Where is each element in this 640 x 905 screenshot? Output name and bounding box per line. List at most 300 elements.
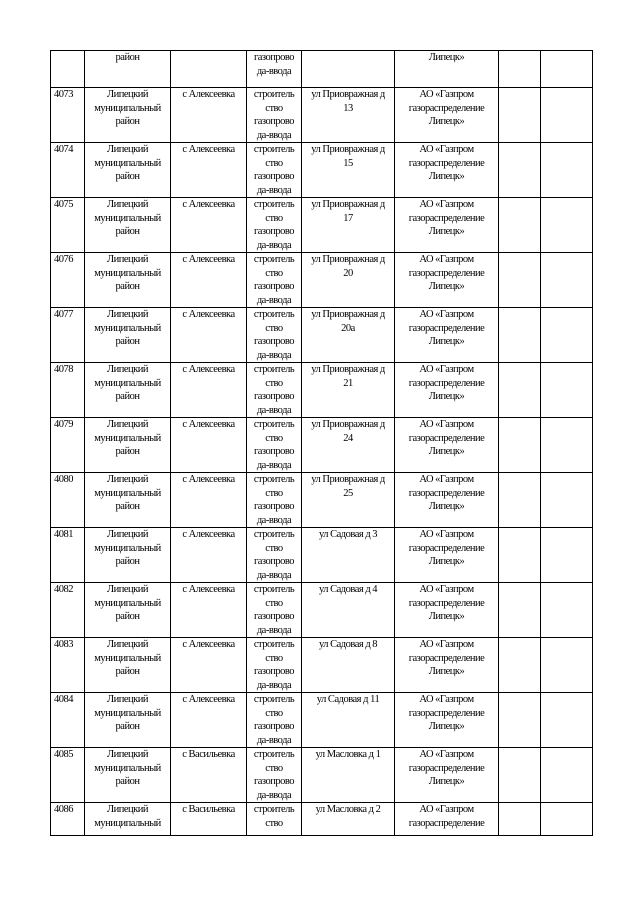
- address-cell-line: ул Приовражная д: [311, 364, 385, 375]
- district-cell: [85, 253, 171, 308]
- district-cell-line: район: [115, 336, 140, 347]
- work-type-cell-line: строитель: [253, 804, 295, 815]
- address-cell-line: 20а: [341, 322, 355, 334]
- empty-cell-1: [499, 88, 541, 143]
- work-type-cell: [247, 803, 302, 836]
- district-cell-line: Липецкий: [107, 144, 148, 155]
- district-cell-line: район: [115, 776, 140, 787]
- work-type-cell: [247, 583, 302, 638]
- row-number-cell: [51, 748, 85, 803]
- address-cell-line: ул Масловка д 1: [315, 749, 381, 760]
- organization-cell: [395, 638, 499, 693]
- work-type-cell-line: газопрово: [253, 556, 295, 567]
- work-type-cell-line: да-ввода: [256, 184, 292, 196]
- address-cell: [302, 803, 395, 836]
- empty-cell-1: [499, 583, 541, 638]
- row-number-cell-line: 4075: [54, 199, 73, 210]
- empty-cell-1: [499, 51, 541, 88]
- district-cell: [85, 88, 171, 143]
- organization-cell-line: АО «Газпром: [419, 89, 474, 100]
- work-type-cell: [247, 253, 302, 308]
- district-cell-line: муниципальный: [94, 652, 161, 664]
- organization-cell-line: Липецк»: [428, 611, 465, 622]
- district-cell-line: муниципальный: [94, 817, 161, 829]
- work-type-cell-line: газопрово: [253, 52, 295, 63]
- work-type-cell-line: ство: [265, 542, 283, 554]
- row-number-cell-line: 4083: [54, 639, 73, 650]
- district-cell-line: муниципальный: [94, 542, 161, 554]
- district-cell-line: муниципальный: [94, 432, 161, 444]
- organization-cell: [395, 198, 499, 253]
- row-number-cell: [51, 363, 85, 418]
- organization-cell: [395, 803, 499, 836]
- address-cell-line: ул Приовражная д: [311, 199, 385, 210]
- row-number-cell-line: 4079: [54, 419, 73, 430]
- district-cell-line: Липецкий: [107, 584, 148, 595]
- row-number-cell: [51, 308, 85, 363]
- village-cell: [171, 803, 247, 836]
- address-cell: [302, 528, 395, 583]
- organization-cell-line: газораспределение: [408, 432, 485, 444]
- work-type-cell-line: газопрово: [253, 281, 295, 292]
- work-type-cell-line: ство: [265, 652, 283, 664]
- work-type-cell: [247, 198, 302, 253]
- work-type-cell: [247, 143, 302, 198]
- organization-cell-line: АО «Газпром: [419, 639, 474, 650]
- work-type-cell: [247, 638, 302, 693]
- address-cell-line: 24: [343, 432, 353, 444]
- work-type-cell-line: ство: [265, 212, 283, 224]
- district-cell: [85, 51, 171, 88]
- row-number-cell-line: 4081: [54, 529, 73, 540]
- address-cell: [302, 51, 395, 88]
- work-type-cell-line: ство: [265, 322, 283, 334]
- organization-cell: [395, 253, 499, 308]
- district-cell-line: район: [115, 52, 140, 63]
- work-type-cell-line: ство: [265, 487, 283, 499]
- organization-cell-line: Липецк»: [428, 226, 465, 237]
- village-cell-line: с Алексеевка: [182, 529, 235, 540]
- table-row: [51, 473, 593, 528]
- table-body: [51, 51, 593, 836]
- district-cell-line: район: [115, 226, 140, 237]
- work-type-cell-line: газопрово: [253, 116, 295, 127]
- address-cell-line: ул Приовражная д: [311, 254, 385, 265]
- village-cell-line: с Алексеевка: [182, 89, 235, 100]
- organization-cell-line: газораспределение: [408, 157, 485, 169]
- village-cell: [171, 308, 247, 363]
- registry-table: [50, 50, 593, 836]
- empty-cell-2: [541, 748, 593, 803]
- address-cell-line: ул Садовая д 3: [318, 529, 378, 540]
- row-number-cell-line: 4074: [54, 144, 73, 155]
- empty-cell-1: [499, 693, 541, 748]
- work-type-cell: [247, 88, 302, 143]
- work-type-cell-line: строитель: [253, 749, 295, 760]
- district-cell-line: район: [115, 666, 140, 677]
- table-row: [51, 198, 593, 253]
- organization-cell-line: газораспределение: [408, 267, 485, 279]
- district-cell-line: Липецкий: [107, 474, 148, 485]
- row-number-cell: [51, 803, 85, 836]
- district-cell: [85, 693, 171, 748]
- organization-cell-line: АО «Газпром: [419, 309, 474, 320]
- village-cell-line: с Алексеевка: [182, 419, 235, 430]
- address-cell: [302, 748, 395, 803]
- organization-cell-line: газораспределение: [408, 762, 485, 774]
- work-type-cell-line: ство: [265, 707, 283, 719]
- organization-cell-line: Липецк»: [428, 171, 465, 182]
- work-type-cell-line: ство: [265, 762, 283, 774]
- table-row: [51, 638, 593, 693]
- district-cell: [85, 143, 171, 198]
- work-type-cell-line: ство: [265, 267, 283, 279]
- work-type-cell: [247, 418, 302, 473]
- empty-cell-2: [541, 363, 593, 418]
- row-number-cell-line: 4073: [54, 89, 73, 100]
- district-cell-line: район: [115, 391, 140, 402]
- address-cell: [302, 143, 395, 198]
- row-number-cell: [51, 583, 85, 638]
- work-type-cell-line: ство: [265, 432, 283, 444]
- address-cell-line: ул Садовая д 11: [316, 694, 380, 705]
- district-cell-line: район: [115, 281, 140, 292]
- empty-cell-2: [541, 473, 593, 528]
- district-cell-line: муниципальный: [94, 597, 161, 609]
- district-cell: [85, 308, 171, 363]
- organization-cell-line: АО «Газпром: [419, 749, 474, 760]
- address-cell-line: ул Масловка д 2: [315, 804, 381, 815]
- organization-cell-line: АО «Газпром: [419, 584, 474, 595]
- address-cell-line: ул Садовая д 4: [318, 584, 378, 595]
- row-number-cell: [51, 473, 85, 528]
- address-cell-line: 15: [343, 157, 353, 169]
- empty-cell-1: [499, 363, 541, 418]
- village-cell-line: с Алексеевка: [182, 199, 235, 210]
- organization-cell-line: газораспределение: [408, 212, 485, 224]
- district-cell: [85, 528, 171, 583]
- empty-cell-1: [499, 198, 541, 253]
- district-cell: [85, 418, 171, 473]
- work-type-cell-line: да-ввода: [256, 129, 292, 141]
- work-type-cell-line: газопрово: [253, 446, 295, 457]
- empty-cell-2: [541, 693, 593, 748]
- work-type-cell-line: да-ввода: [256, 514, 292, 526]
- organization-cell-line: газораспределение: [408, 487, 485, 499]
- district-cell-line: Липецкий: [107, 309, 148, 320]
- village-cell-line: с Алексеевка: [182, 144, 235, 155]
- row-number-cell-line: 4076: [54, 254, 73, 265]
- row-number-cell: [51, 198, 85, 253]
- organization-cell: [395, 693, 499, 748]
- work-type-cell-line: да-ввода: [256, 624, 292, 636]
- address-cell: [302, 473, 395, 528]
- work-type-cell-line: да-ввода: [256, 679, 292, 691]
- district-cell-line: муниципальный: [94, 707, 161, 719]
- work-type-cell-line: строитель: [253, 419, 295, 430]
- work-type-cell-line: газопрово: [253, 501, 295, 512]
- village-cell: [171, 88, 247, 143]
- work-type-cell-line: газопрово: [253, 666, 295, 677]
- work-type-cell-line: газопрово: [253, 721, 295, 732]
- address-cell-line: ул Приовражная д: [311, 309, 385, 320]
- organization-cell: [395, 363, 499, 418]
- address-cell-line: ул Приовражная д: [311, 474, 385, 485]
- organization-cell-line: газораспределение: [408, 652, 485, 664]
- village-cell: [171, 198, 247, 253]
- work-type-cell-line: строитель: [253, 199, 295, 210]
- district-cell-line: Липецкий: [107, 254, 148, 265]
- organization-cell-line: АО «Газпром: [419, 529, 474, 540]
- district-cell-line: район: [115, 116, 140, 127]
- work-type-cell-line: ство: [265, 597, 283, 609]
- district-cell: [85, 198, 171, 253]
- row-number-cell: [51, 88, 85, 143]
- organization-cell-line: газораспределение: [408, 377, 485, 389]
- village-cell: [171, 528, 247, 583]
- address-cell-line: ул Приовражная д: [311, 144, 385, 155]
- table-row: [51, 308, 593, 363]
- district-cell-line: муниципальный: [94, 377, 161, 389]
- work-type-cell-line: да-ввода: [256, 404, 292, 416]
- empty-cell-1: [499, 308, 541, 363]
- village-cell: [171, 748, 247, 803]
- village-cell: [171, 583, 247, 638]
- work-type-cell-line: строитель: [253, 694, 295, 705]
- district-cell-line: Липецкий: [107, 694, 148, 705]
- work-type-cell: [247, 308, 302, 363]
- address-cell: [302, 693, 395, 748]
- organization-cell: [395, 143, 499, 198]
- district-cell-line: район: [115, 446, 140, 457]
- row-number-cell-line: 4077: [54, 309, 73, 320]
- work-type-cell-line: газопрово: [253, 336, 295, 347]
- district-cell-line: Липецкий: [107, 199, 148, 210]
- row-number-cell: [51, 693, 85, 748]
- district-cell-line: муниципальный: [94, 762, 161, 774]
- organization-cell-line: АО «Газпром: [419, 144, 474, 155]
- work-type-cell-line: строитель: [253, 584, 295, 595]
- organization-cell-line: газораспределение: [408, 322, 485, 334]
- work-type-cell: [247, 51, 302, 88]
- work-type-cell-line: строитель: [253, 639, 295, 650]
- organization-cell-line: Липецк»: [428, 776, 465, 787]
- village-cell: [171, 693, 247, 748]
- district-cell-line: Липецкий: [107, 804, 148, 815]
- organization-cell-line: АО «Газпром: [419, 364, 474, 375]
- address-cell: [302, 198, 395, 253]
- table-row: [51, 363, 593, 418]
- organization-cell-line: газораспределение: [408, 597, 485, 609]
- work-type-cell-line: строитель: [253, 309, 295, 320]
- work-type-cell-line: да-ввода: [256, 569, 292, 581]
- work-type-cell: [247, 473, 302, 528]
- village-cell: [171, 253, 247, 308]
- table-row-continued: [51, 51, 593, 88]
- organization-cell-line: Липецк»: [428, 666, 465, 677]
- organization-cell: [395, 308, 499, 363]
- work-type-cell-line: газопрово: [253, 391, 295, 402]
- work-type-cell: [247, 528, 302, 583]
- district-cell-line: Липецкий: [107, 364, 148, 375]
- organization-cell-line: Липецк»: [428, 501, 465, 512]
- district-cell-line: Липецкий: [107, 529, 148, 540]
- work-type-cell-line: ство: [265, 377, 283, 389]
- work-type-cell-line: строитель: [253, 364, 295, 375]
- organization-cell-line: Липецк»: [428, 52, 465, 63]
- row-number-cell: [51, 638, 85, 693]
- empty-cell-2: [541, 88, 593, 143]
- village-cell-line: с Алексеевка: [182, 584, 235, 595]
- district-cell: [85, 803, 171, 836]
- district-cell: [85, 583, 171, 638]
- table-row: [51, 748, 593, 803]
- work-type-cell-line: да-ввода: [256, 789, 292, 801]
- table-row: [51, 803, 593, 836]
- organization-cell: [395, 51, 499, 88]
- work-type-cell-line: строитель: [253, 474, 295, 485]
- district-cell: [85, 748, 171, 803]
- work-type-cell-line: да-ввода: [256, 734, 292, 746]
- village-cell-line: с Алексеевка: [182, 364, 235, 375]
- organization-cell-line: газораспределение: [408, 102, 485, 114]
- organization-cell: [395, 473, 499, 528]
- district-cell-line: муниципальный: [94, 102, 161, 114]
- row-number-cell-line: 4085: [54, 749, 73, 760]
- row-number-cell: [51, 418, 85, 473]
- empty-cell-2: [541, 198, 593, 253]
- empty-cell-1: [499, 803, 541, 836]
- village-cell: [171, 363, 247, 418]
- address-cell: [302, 253, 395, 308]
- empty-cell-1: [499, 748, 541, 803]
- work-type-cell: [247, 363, 302, 418]
- district-cell-line: Липецкий: [107, 89, 148, 100]
- work-type-cell: [247, 693, 302, 748]
- district-cell-line: район: [115, 611, 140, 622]
- work-type-cell-line: газопрово: [253, 171, 295, 182]
- address-cell-line: ул Приовражная д: [311, 419, 385, 430]
- table-row: [51, 418, 593, 473]
- empty-cell-2: [541, 51, 593, 88]
- work-type-cell-line: ство: [265, 102, 283, 114]
- village-cell-line: с Алексеевка: [182, 639, 235, 650]
- empty-cell-1: [499, 418, 541, 473]
- organization-cell-line: Липецк»: [428, 721, 465, 732]
- district-cell: [85, 363, 171, 418]
- work-type-cell-line: строитель: [253, 254, 295, 265]
- address-cell-line: ул Садовая д 8: [318, 639, 378, 650]
- organization-cell: [395, 88, 499, 143]
- table-row: [51, 253, 593, 308]
- organization-cell-line: АО «Газпром: [419, 804, 474, 815]
- organization-cell-line: Липецк»: [428, 391, 465, 402]
- address-cell-line: 25: [343, 487, 353, 499]
- organization-cell-line: Липецк»: [428, 281, 465, 292]
- row-number-cell-line: 4082: [54, 584, 73, 595]
- empty-cell-1: [499, 638, 541, 693]
- organization-cell-line: Липецк»: [428, 556, 465, 567]
- row-number-cell-line: 4086: [54, 804, 73, 815]
- district-cell-line: район: [115, 721, 140, 732]
- work-type-cell: [247, 748, 302, 803]
- address-cell: [302, 88, 395, 143]
- address-cell: [302, 583, 395, 638]
- organization-cell-line: АО «Газпром: [419, 419, 474, 430]
- table-row: [51, 528, 593, 583]
- work-type-cell-line: да-ввода: [256, 459, 292, 471]
- empty-cell-2: [541, 638, 593, 693]
- village-cell: [171, 473, 247, 528]
- organization-cell: [395, 748, 499, 803]
- work-type-cell-line: газопрово: [253, 226, 295, 237]
- organization-cell-line: АО «Газпром: [419, 254, 474, 265]
- village-cell: [171, 418, 247, 473]
- table-row: [51, 88, 593, 143]
- table-row: [51, 583, 593, 638]
- empty-cell-1: [499, 528, 541, 583]
- organization-cell-line: АО «Газпром: [419, 694, 474, 705]
- organization-cell-line: газораспределение: [408, 707, 485, 719]
- address-cell-line: 21: [343, 377, 353, 389]
- village-cell-line: с Алексеевка: [182, 694, 235, 705]
- district-cell-line: Липецкий: [107, 639, 148, 650]
- row-number-cell-line: 4080: [54, 474, 73, 485]
- work-type-cell-line: да-ввода: [256, 239, 292, 251]
- empty-cell-2: [541, 803, 593, 836]
- organization-cell: [395, 528, 499, 583]
- organization-cell-line: газораспределение: [408, 817, 485, 829]
- empty-cell-2: [541, 583, 593, 638]
- district-cell: [85, 473, 171, 528]
- work-type-cell-line: ство: [265, 817, 283, 829]
- organization-cell-line: газораспределение: [408, 542, 485, 554]
- row-number-cell-line: 4078: [54, 364, 73, 375]
- row-number-cell: [51, 51, 85, 88]
- district-cell-line: муниципальный: [94, 157, 161, 169]
- organization-cell-line: Липецк»: [428, 116, 465, 127]
- organization-cell-line: Липецк»: [428, 336, 465, 347]
- district-cell-line: район: [115, 556, 140, 567]
- empty-cell-1: [499, 143, 541, 198]
- district-cell: [85, 638, 171, 693]
- table-row: [51, 693, 593, 748]
- village-cell-line: с Васильевка: [182, 749, 235, 760]
- row-number-cell: [51, 143, 85, 198]
- work-type-cell-line: да-ввода: [256, 65, 292, 77]
- row-number-cell: [51, 253, 85, 308]
- empty-cell-2: [541, 308, 593, 363]
- empty-cell-2: [541, 143, 593, 198]
- district-cell-line: муниципальный: [94, 487, 161, 499]
- work-type-cell-line: строитель: [253, 89, 295, 100]
- district-cell-line: муниципальный: [94, 322, 161, 334]
- organization-cell-line: АО «Газпром: [419, 474, 474, 485]
- work-type-cell-line: газопрово: [253, 611, 295, 622]
- district-cell-line: район: [115, 171, 140, 182]
- empty-cell-2: [541, 253, 593, 308]
- district-cell-line: муниципальный: [94, 267, 161, 279]
- empty-cell-2: [541, 418, 593, 473]
- work-type-cell-line: да-ввода: [256, 349, 292, 361]
- district-cell-line: Липецкий: [107, 749, 148, 760]
- village-cell-line: с Алексеевка: [182, 309, 235, 320]
- district-cell-line: муниципальный: [94, 212, 161, 224]
- row-number-cell: [51, 528, 85, 583]
- address-cell: [302, 363, 395, 418]
- address-cell: [302, 418, 395, 473]
- work-type-cell-line: строитель: [253, 144, 295, 155]
